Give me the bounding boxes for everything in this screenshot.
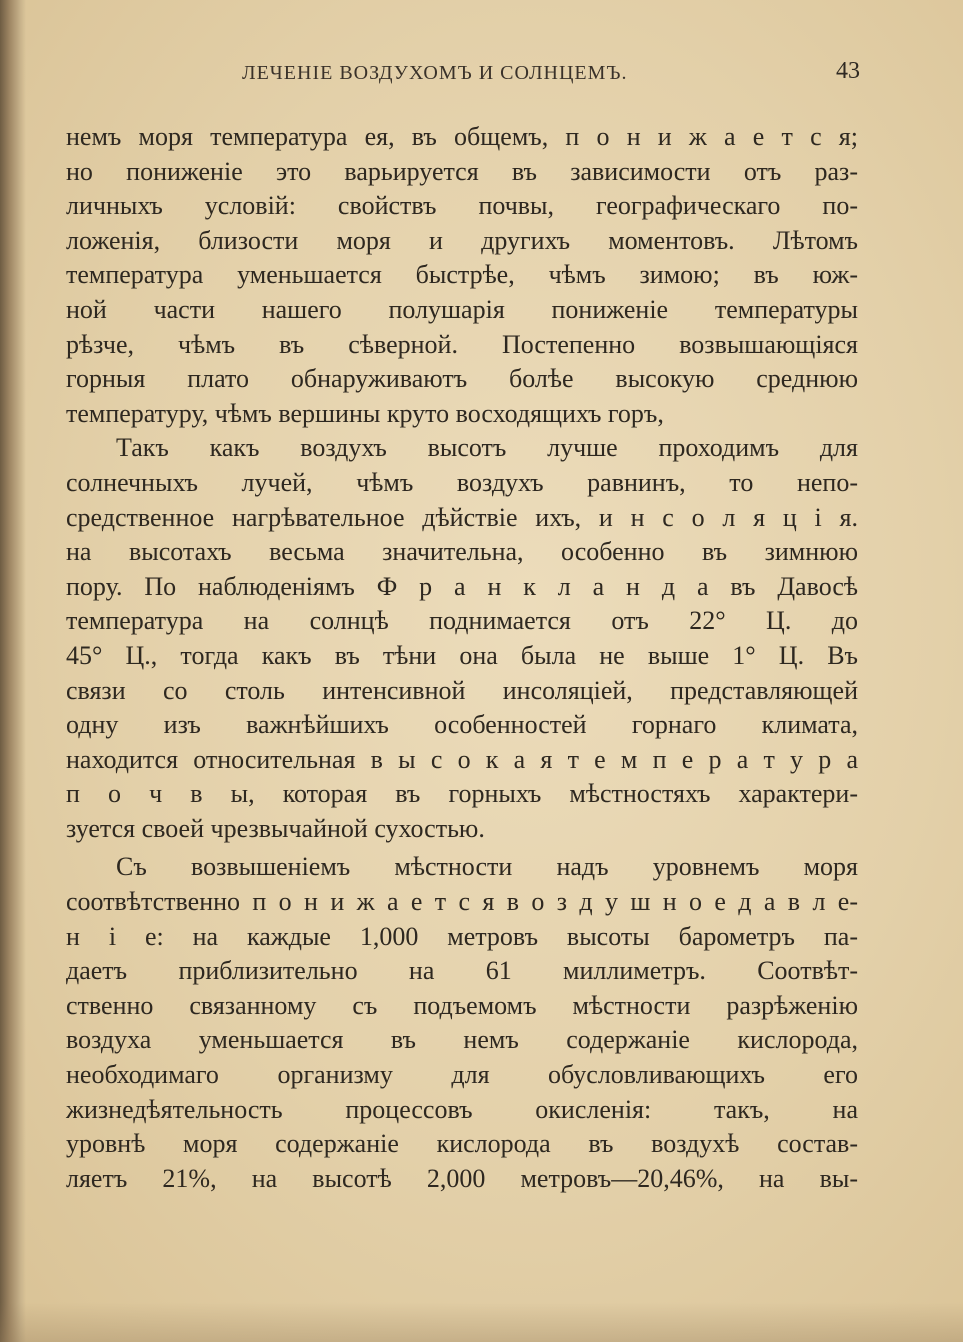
text-line: но пониженіе это варьируется въ зависимости отъ раз- <box>66 156 858 186</box>
paragraph-3 <box>66 850 858 1196</box>
text-line: связи со столь интенсивной инсоляціей, представляющей <box>66 675 858 705</box>
paragraph-1 <box>66 120 858 431</box>
text-line: на высотахъ весьма значительна, особенно въ зимнюю <box>66 537 858 567</box>
text-line: Съ возвышеніемъ мѣстности надъ уровнемъ моря <box>116 852 858 882</box>
text-line: средственное нагрѣвательное дѣйствіе ихъ, и н с о л я ц і я. <box>66 502 858 532</box>
text-line: ложенія, близости моря и другихъ моментовъ. Лѣтомъ <box>66 225 858 255</box>
text-line: Такъ какъ воздухъ высотъ лучше проходимъ для <box>116 433 858 463</box>
text-line: ной части нашего полушарія пониженіе температуры <box>66 294 858 324</box>
text-line: температура уменьшается быстрѣе, чѣмъ зимою; въ юж- <box>66 260 858 290</box>
text-line: уровнѣ моря содержаніе кислорода въ воздухѣ состав- <box>66 1129 858 1159</box>
text-line: рѣзче, чѣмъ въ сѣверной. Постепенно возвышающіяся <box>66 329 858 359</box>
text-line: личныхъ условій: свойствъ почвы, географическаго по- <box>66 191 858 221</box>
text-line: температуру, чѣмъ вершины круто восходящихъ горъ, <box>66 398 664 428</box>
text-line: ляетъ 21%, на высотѣ 2,000 метровъ—20,46%, на вы- <box>66 1163 858 1193</box>
page-binding-shadow <box>0 0 26 1342</box>
text-line: жизнедѣятельность процессовъ окисленія: такъ, на <box>66 1094 858 1124</box>
text-line: пору. По наблюденіямъ Ф р а н к л а н д а въ Давосѣ <box>66 571 858 601</box>
text-line: солнечныхъ лучей, чѣмъ воздухъ равнинъ, то непо- <box>66 467 858 497</box>
page-bottom-shadow <box>0 1302 963 1342</box>
body-text <box>66 120 858 1196</box>
text-line: необходимаго организму для обусловливающихъ его <box>66 1060 858 1090</box>
text-line: температура на солнцѣ поднимается отъ 22° Ц. до <box>66 606 858 636</box>
page-number: 43 <box>836 58 860 84</box>
text-line: одну изъ важнѣйшихъ особенностей горнаго климата, <box>66 710 858 740</box>
text-line: зуется своей чрезвычайной сухостью. <box>66 813 485 843</box>
text-line: н і е: на каждые 1,000 метровъ высоты барометръ па- <box>66 921 858 951</box>
text-line: соотвѣтственно п о н и ж а е т с я в о з д у ш н о е д а в л е- <box>66 887 858 917</box>
text-line: горныя плато обнаруживаютъ болѣе высокую среднюю <box>66 364 858 394</box>
running-head: ЛЕЧЕНІЕ ВОЗДУХОМЪ И СОЛНЦЕМЪ. <box>242 62 628 84</box>
page-header <box>60 58 860 94</box>
text-line: п о ч в ы, которая въ горныхъ мѣстностяхъ характери- <box>66 779 858 809</box>
text-line: ственно связанному съ подъемомъ мѣстности разрѣженію <box>66 990 858 1020</box>
text-line: 45° Ц., тогда какъ въ тѣни она была не выше 1° Ц. Въ <box>66 640 858 670</box>
paragraph-2 <box>66 431 858 846</box>
text-line: немъ моря температура ея, въ общемъ, п о н и ж а е т с я; <box>66 122 858 151</box>
text-line: даетъ приблизительно на 61 миллиметръ. Соотвѣт- <box>66 956 858 986</box>
text-line: находится относительная в ы с о к а я т е м п е р а т у р а <box>66 744 858 774</box>
text-line: воздуха уменьшается въ немъ содержаніе кислорода, <box>66 1025 858 1055</box>
